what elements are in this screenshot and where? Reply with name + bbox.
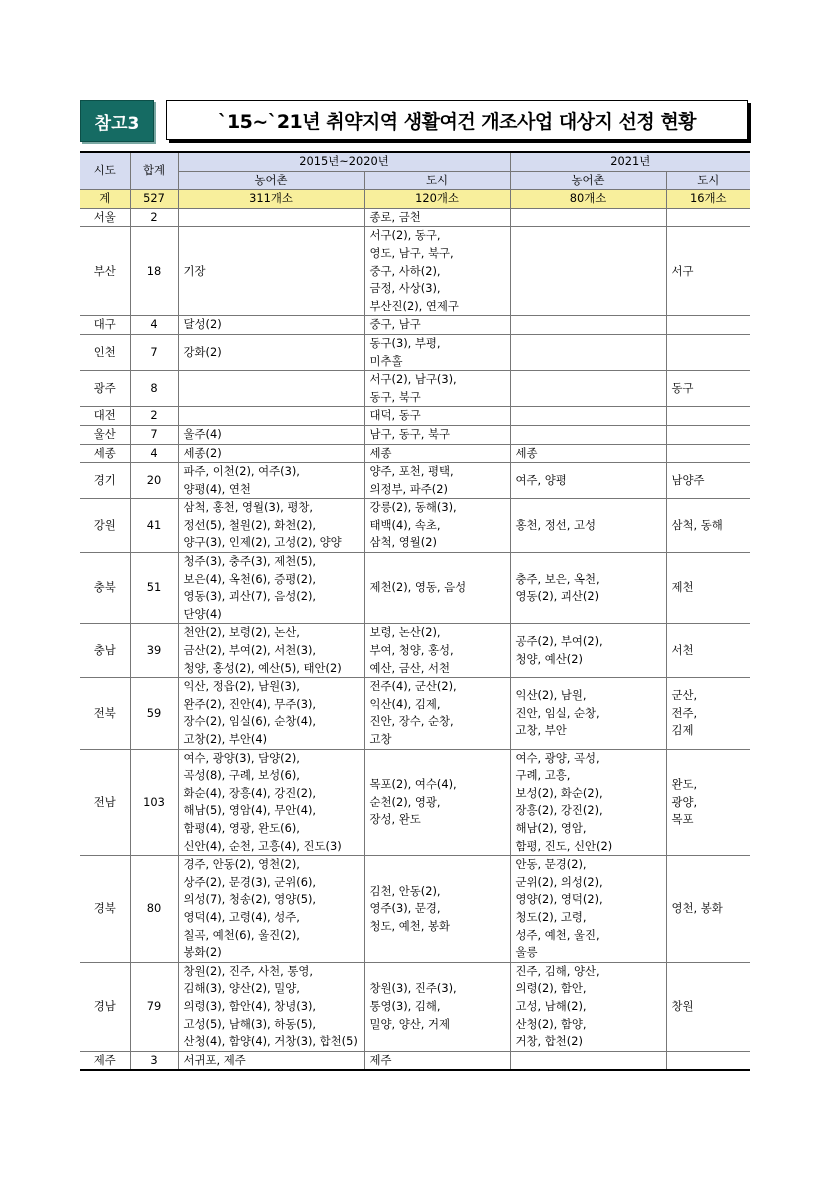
location-line: 서구(2), 동구,: [369, 228, 441, 243]
p1-rural-cell: [178, 499, 364, 553]
header-p2-rural: 농어촌: [510, 171, 666, 190]
location-line: 양평(4), 연천: [183, 481, 251, 496]
location-line: 동구(3), 부평,: [369, 335, 441, 350]
location-line: 여수, 광양(3), 담양(2),: [183, 750, 300, 765]
location-line: 목포: [671, 812, 694, 827]
total-label: 계: [80, 190, 130, 209]
p2-urban-cell: [666, 499, 750, 553]
p2-urban-cell: [666, 227, 750, 316]
p1-rural-cell: [178, 1051, 364, 1070]
sum-cell: 103: [130, 749, 178, 856]
location-line: 경주, 안동(2), 영천(2),: [183, 857, 300, 872]
sum-cell: 20: [130, 463, 178, 499]
location-line: 청도, 예천, 봉화: [369, 918, 451, 933]
location-line: 광양,: [671, 794, 698, 809]
p2-rural-cell: [510, 208, 666, 227]
location-line: 세종: [369, 445, 392, 460]
area-cell: 전남: [80, 749, 130, 856]
location-line: 창원(2), 진주, 사천, 통영,: [183, 963, 314, 978]
location-line: 군위(2), 의성(2),: [515, 874, 603, 889]
p1-urban-cell: [364, 1051, 510, 1070]
header-row-2: [80, 171, 750, 190]
location-line: 보령, 논산(2),: [369, 625, 441, 640]
p2-rural-cell: [510, 499, 666, 553]
location-line: 삼척, 동해: [671, 517, 723, 532]
location-line: 함평, 진도, 신안(2): [515, 838, 613, 853]
table-row: [80, 208, 750, 227]
p2-urban-cell: [666, 407, 750, 426]
location-line: 삼척, 홍천, 영월(3), 평창,: [183, 500, 314, 515]
location-line: 진주, 김해, 양산,: [515, 963, 600, 978]
location-line: 전주,: [671, 705, 698, 720]
p1-rural-cell: [178, 624, 364, 678]
p1-urban-cell: [364, 425, 510, 444]
location-line: 천안(2), 보령(2), 논산,: [183, 625, 300, 640]
p2-rural-cell: [510, 463, 666, 499]
sum-cell: 80: [130, 856, 178, 963]
location-line: 남구, 동구, 북구: [369, 426, 451, 441]
total-p2-rural: 80개소: [510, 190, 666, 209]
p2-urban-cell: [666, 749, 750, 856]
selection-status-table: [80, 151, 750, 1071]
area-cell: 인천: [80, 334, 130, 370]
p1-urban-cell: [364, 678, 510, 749]
sum-cell: 51: [130, 553, 178, 624]
sum-cell: 79: [130, 962, 178, 1051]
p1-rural-cell: [178, 962, 364, 1051]
table-row: [80, 316, 750, 335]
table-row: [80, 407, 750, 426]
location-line: 익산(2), 남원,: [515, 688, 587, 703]
location-line: 영도, 남구, 북구,: [369, 245, 454, 260]
p1-urban-cell: [364, 962, 510, 1051]
p2-rural-cell: [510, 227, 666, 316]
location-line: 김해(3), 양산(2), 밀양,: [183, 981, 300, 996]
location-line: 해남(5), 영암(4), 무안(4),: [183, 803, 317, 818]
p2-rural-cell: [510, 407, 666, 426]
area-cell: 서울: [80, 208, 130, 227]
p1-urban-cell: [364, 499, 510, 553]
area-cell: 강원: [80, 499, 130, 553]
location-line: 울릉: [515, 945, 538, 960]
p1-rural-cell: [178, 856, 364, 963]
sum-cell: 4: [130, 444, 178, 463]
area-cell: 세종: [80, 444, 130, 463]
p2-urban-cell: [666, 444, 750, 463]
location-line: 봉화(2): [183, 945, 222, 960]
location-line: 신안(4), 순천, 고흥(4), 진도(3): [183, 838, 342, 853]
header-row-1: [80, 152, 750, 171]
location-line: 영천, 봉화: [671, 901, 723, 916]
location-line: 장성, 완도: [369, 812, 421, 827]
p1-urban-cell: [364, 371, 510, 407]
p1-urban-cell: [364, 227, 510, 316]
location-line: 울주(4): [183, 426, 222, 441]
area-cell: 전북: [80, 678, 130, 749]
area-cell: 부산: [80, 227, 130, 316]
total-p1-rural: 311개소: [178, 190, 364, 209]
location-line: 삼척, 영월(2): [369, 535, 437, 550]
location-line: 함평(4), 영광, 완도(6),: [183, 820, 300, 835]
location-line: 의성(7), 청송(2), 영양(5),: [183, 892, 317, 907]
location-line: 금정, 사상(3),: [369, 281, 441, 296]
location-line: 청주(3), 충주(3), 제천(5),: [183, 554, 317, 569]
location-line: 충주, 보은, 옥천,: [515, 571, 600, 586]
table-row: [80, 1051, 750, 1070]
p2-urban-cell: [666, 316, 750, 335]
p1-rural-cell: [178, 749, 364, 856]
p2-rural-cell: [510, 444, 666, 463]
p2-rural-cell: [510, 316, 666, 335]
area-cell: 경북: [80, 856, 130, 963]
location-line: 구례, 고흥,: [515, 768, 571, 783]
location-line: 중구, 남구: [369, 317, 421, 332]
p2-urban-cell: [666, 553, 750, 624]
table-row: [80, 553, 750, 624]
p1-rural-cell: [178, 407, 364, 426]
table-row: [80, 624, 750, 678]
table-row: [80, 371, 750, 407]
p1-urban-cell: [364, 334, 510, 370]
location-line: 영동(2), 괴산(2): [515, 589, 600, 604]
p2-urban-cell: [666, 678, 750, 749]
p1-rural-cell: [178, 316, 364, 335]
p1-urban-cell: [364, 316, 510, 335]
location-line: 예산, 금산, 서천: [369, 660, 451, 675]
location-line: 여수, 광양, 곡성,: [515, 750, 600, 765]
location-line: 김제: [671, 723, 694, 738]
location-line: 성주, 예천, 울진,: [515, 927, 600, 942]
header-sum: 합계: [130, 152, 178, 190]
p2-rural-cell: [510, 334, 666, 370]
sum-cell: 41: [130, 499, 178, 553]
location-line: 목포(2), 여수(4),: [369, 776, 457, 791]
location-line: 곡성(8), 구례, 보성(6),: [183, 768, 300, 783]
location-line: 금산(2), 부여(2), 서천(3),: [183, 643, 317, 658]
location-line: 완도,: [671, 776, 698, 791]
location-line: 고창: [369, 732, 392, 746]
header-period-2015-2020: 2015년~2020년: [178, 152, 510, 171]
location-line: 칠곡, 예천(6), 울진(2),: [183, 927, 300, 942]
location-line: 기장: [183, 263, 206, 278]
location-line: 서구(2), 남구(3),: [369, 372, 457, 387]
p1-urban-cell: [364, 407, 510, 426]
location-line: 의령(3), 함안(4), 창녕(3),: [183, 998, 317, 1013]
location-line: 진안, 장수, 순창,: [369, 714, 454, 729]
area-cell: 제주: [80, 1051, 130, 1070]
header-area: 시도: [80, 152, 130, 190]
location-line: 남양주: [671, 472, 705, 487]
location-line: 태백(4), 속초,: [369, 517, 441, 532]
location-line: 고성, 남해(2),: [515, 998, 587, 1013]
sum-cell: 7: [130, 334, 178, 370]
sum-cell: 59: [130, 678, 178, 749]
location-line: 부산진(2), 연제구: [369, 298, 459, 313]
table-row: [80, 678, 750, 749]
p2-urban-cell: [666, 1051, 750, 1070]
location-line: 산청(4), 함양(4), 거창(3), 합천(5): [183, 1034, 358, 1049]
location-line: 공주(2), 부여(2),: [515, 634, 603, 649]
location-line: 순천(2), 영광,: [369, 794, 441, 809]
location-line: 제천(2), 영동, 음성: [369, 580, 467, 595]
location-line: 보은(4), 옥천(6), 증평(2),: [183, 571, 317, 586]
location-line: 강릉(2), 동해(3),: [369, 500, 457, 515]
location-line: 상주(2), 문경(3), 군위(6),: [183, 874, 317, 889]
location-line: 창원: [671, 998, 694, 1013]
area-cell: 광주: [80, 371, 130, 407]
location-line: 중구, 사하(2),: [369, 263, 441, 278]
location-line: 익산, 정읍(2), 남원(3),: [183, 679, 300, 694]
table-row: [80, 425, 750, 444]
location-line: 고창(2), 부안(4): [183, 732, 268, 746]
location-line: 보성(2), 화순(2),: [515, 785, 603, 800]
sum-cell: 39: [130, 624, 178, 678]
page-title: `15~`21년 취약지역 생활여건 개조사업 대상지 선정 현황: [166, 100, 748, 140]
sum-cell: 7: [130, 425, 178, 444]
total-sum: 527: [130, 190, 178, 209]
location-line: 장흥(2), 강진(2),: [515, 803, 603, 818]
area-cell: 경남: [80, 962, 130, 1051]
total-p1-urban: 120개소: [364, 190, 510, 209]
location-line: 정선(5), 철원(2), 화천(2),: [183, 517, 317, 532]
location-line: 안동, 문경(2),: [515, 857, 587, 872]
header-p2-urban: 도시: [666, 171, 750, 190]
sum-cell: 2: [130, 407, 178, 426]
p2-rural-cell: [510, 553, 666, 624]
p2-urban-cell: [666, 463, 750, 499]
header-period-2021: 2021년: [510, 152, 750, 171]
table-row: [80, 499, 750, 553]
location-line: 영주(3), 문경,: [369, 901, 441, 916]
p2-urban-cell: [666, 624, 750, 678]
location-line: 산청(2), 함양,: [515, 1016, 587, 1031]
header-p1-urban: 도시: [364, 171, 510, 190]
area-cell: 대구: [80, 316, 130, 335]
p1-rural-cell: [178, 371, 364, 407]
location-line: 고창, 부안: [515, 723, 567, 738]
location-line: 여주, 양평: [515, 472, 567, 487]
table-row: [80, 444, 750, 463]
location-line: 동구, 북구: [369, 389, 421, 404]
p1-rural-cell: [178, 208, 364, 227]
location-line: 종로, 금천: [369, 209, 421, 224]
location-line: 고성(5), 남해(3), 하동(5),: [183, 1016, 317, 1031]
p1-rural-cell: [178, 444, 364, 463]
location-line: 달성(2): [183, 317, 222, 332]
location-line: 익산(4), 김제,: [369, 696, 441, 711]
location-line: 양구(3), 인제(2), 고성(2), 양양: [183, 535, 342, 550]
location-line: 밀양, 양산, 거제: [369, 1016, 451, 1031]
location-line: 해남(2), 영암,: [515, 820, 587, 835]
p1-rural-cell: [178, 678, 364, 749]
p2-urban-cell: [666, 425, 750, 444]
p1-urban-cell: [364, 553, 510, 624]
table-row: [80, 334, 750, 370]
location-line: 홍천, 정선, 고성: [515, 517, 597, 532]
table-row: [80, 463, 750, 499]
area-cell: 경기: [80, 463, 130, 499]
location-line: 양주, 포천, 평택,: [369, 464, 454, 479]
location-line: 창원(3), 진주(3),: [369, 981, 457, 996]
p2-urban-cell: [666, 962, 750, 1051]
p2-rural-cell: [510, 856, 666, 963]
p1-rural-cell: [178, 425, 364, 444]
area-cell: 충북: [80, 553, 130, 624]
location-line: 거창, 합천(2): [515, 1034, 583, 1049]
sum-cell: 3: [130, 1051, 178, 1070]
p1-urban-cell: [364, 856, 510, 963]
sum-cell: 18: [130, 227, 178, 316]
location-line: 미추홀: [369, 353, 403, 368]
location-line: 서구: [671, 263, 694, 278]
location-line: 동구: [671, 380, 694, 395]
table-row: [80, 856, 750, 963]
p2-rural-cell: [510, 425, 666, 444]
location-line: 청양, 홍성(2), 예산(5), 태안(2): [183, 660, 342, 675]
location-line: 대덕, 동구: [369, 408, 421, 423]
location-line: 제주: [369, 1052, 392, 1067]
p2-urban-cell: [666, 371, 750, 407]
p1-urban-cell: [364, 444, 510, 463]
p1-urban-cell: [364, 208, 510, 227]
location-line: 강화(2): [183, 344, 222, 359]
location-line: 청양, 예산(2): [515, 651, 583, 666]
p2-urban-cell: [666, 334, 750, 370]
area-cell: 충남: [80, 624, 130, 678]
location-line: 부여, 청양, 홍성,: [369, 643, 454, 658]
reference-badge: 참고3: [80, 100, 154, 142]
p1-urban-cell: [364, 624, 510, 678]
location-line: 의정부, 파주(2): [369, 481, 448, 496]
area-cell: 울산: [80, 425, 130, 444]
location-line: 군산,: [671, 688, 698, 703]
table-row: [80, 962, 750, 1051]
location-line: 영양(2), 영덕(2),: [515, 892, 603, 907]
location-line: 완주(2), 진안(4), 무주(3),: [183, 696, 317, 711]
table-row: [80, 227, 750, 316]
location-line: 파주, 이천(2), 여주(3),: [183, 464, 300, 479]
p2-rural-cell: [510, 678, 666, 749]
location-line: 제천: [671, 580, 694, 595]
title-row: [80, 100, 752, 144]
p2-rural-cell: [510, 371, 666, 407]
area-cell: 대전: [80, 407, 130, 426]
location-line: 단양(4): [183, 606, 222, 621]
p1-urban-cell: [364, 749, 510, 856]
p1-urban-cell: [364, 463, 510, 499]
location-line: 전주(4), 군산(2),: [369, 679, 457, 694]
p1-rural-cell: [178, 463, 364, 499]
p2-urban-cell: [666, 856, 750, 963]
sum-cell: 4: [130, 316, 178, 335]
location-line: 서천: [671, 643, 694, 658]
p2-rural-cell: [510, 624, 666, 678]
p2-urban-cell: [666, 208, 750, 227]
p1-rural-cell: [178, 553, 364, 624]
header-p1-rural: 농어촌: [178, 171, 364, 190]
location-line: 통영(3), 김해,: [369, 998, 441, 1013]
total-p2-urban: 16개소: [666, 190, 750, 209]
p1-rural-cell: [178, 227, 364, 316]
p2-rural-cell: [510, 962, 666, 1051]
table-row: [80, 749, 750, 856]
location-line: 의령(2), 함안,: [515, 981, 587, 996]
total-row: [80, 190, 750, 209]
location-line: 김천, 안동(2),: [369, 883, 441, 898]
location-line: 화순(4), 장흥(4), 강진(2),: [183, 785, 317, 800]
p1-rural-cell: [178, 334, 364, 370]
location-line: 세종(2): [183, 445, 222, 460]
sum-cell: 8: [130, 371, 178, 407]
location-line: 장수(2), 임실(6), 순창(4),: [183, 714, 317, 729]
location-line: 영덕(4), 고령(4), 성주,: [183, 909, 300, 924]
p2-rural-cell: [510, 1051, 666, 1070]
location-line: 진안, 임실, 순창,: [515, 705, 600, 720]
location-line: 세종: [515, 445, 538, 460]
p2-rural-cell: [510, 749, 666, 856]
location-line: 영동(3), 괴산(7), 음성(2),: [183, 589, 317, 604]
sum-cell: 2: [130, 208, 178, 227]
location-line: 서귀포, 제주: [183, 1052, 246, 1067]
location-line: 청도(2), 고령,: [515, 909, 587, 924]
